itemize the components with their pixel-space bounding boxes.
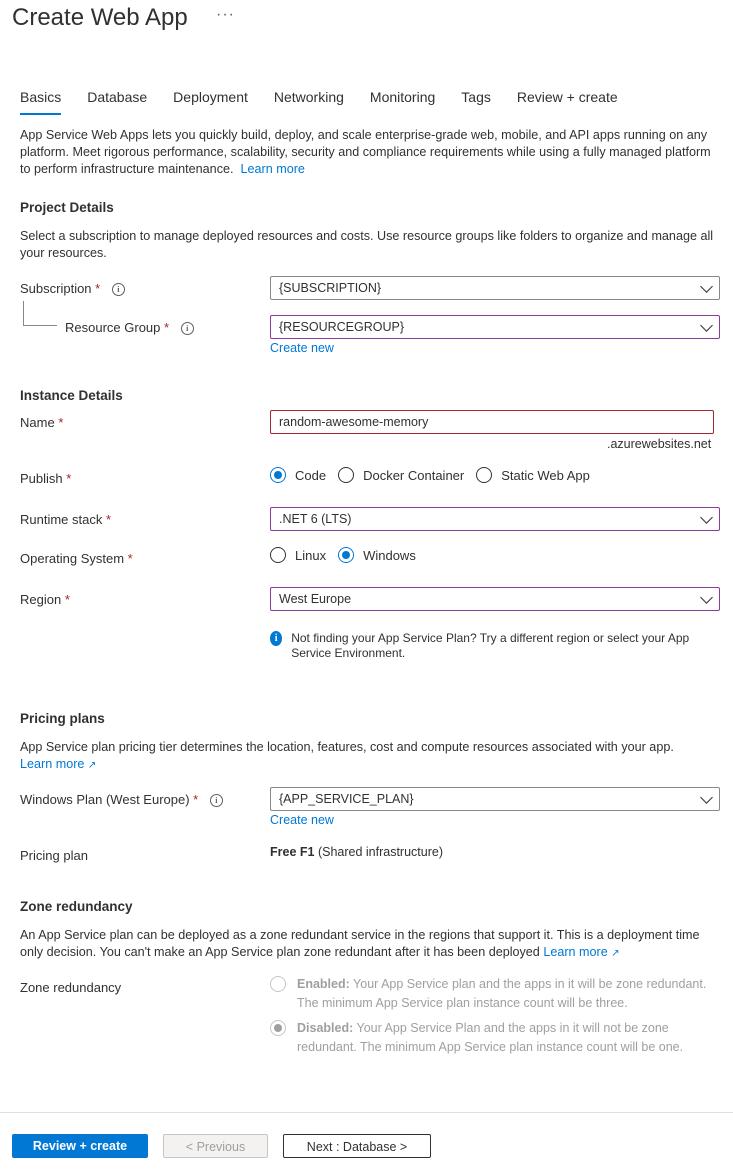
resource-group-label-text: Resource Group xyxy=(65,320,161,335)
tree-connector xyxy=(23,301,24,325)
project-details-text: Select a subscription to manage deployed resources and costs. Use resource groups like folders to organize and manage all your resources. xyxy=(20,229,714,260)
chevron-down-icon xyxy=(700,791,713,804)
pricing-plan-label: Pricing plan xyxy=(20,848,88,863)
external-link-icon: ↗ xyxy=(87,760,97,771)
runtime-stack-value: .NET 6 (LTS) xyxy=(279,512,352,526)
publish-radio-group xyxy=(270,467,602,483)
tab-tags[interactable]: Tags xyxy=(461,89,491,105)
subscription-dropdown[interactable] xyxy=(270,276,720,300)
publish-static-radio[interactable] xyxy=(476,467,492,483)
name-label-text: Name xyxy=(20,415,55,430)
region-info-text: Not finding your App Service Plan? Try a different region or select your App Service Environment. xyxy=(291,631,690,660)
pricing-description: App Service plan pricing tier determines the location, features, cost and compute resources associated with your app. xyxy=(20,740,674,754)
intro-learn-more-link[interactable]: Learn more xyxy=(240,162,305,176)
runtime-stack-label-text: Runtime stack xyxy=(20,512,103,527)
intro-description: App Service Web Apps lets you quickly build, deploy, and scale enterprise-grade web, mobile, and API apps running on any platform. Meet rigorous performance, scalability, security and compliance requirements while using a fully managed platform to perform infrastructure maintenance. xyxy=(20,128,711,176)
zone-disabled-title: Disabled: xyxy=(297,1021,354,1035)
previous-button[interactable]: < Previous xyxy=(163,1134,268,1158)
zone-enabled-option xyxy=(270,975,715,1013)
intro-text xyxy=(20,127,715,178)
os-radio-group xyxy=(270,547,428,563)
required-marker: * xyxy=(164,320,170,335)
os-linux-label: Linux xyxy=(295,547,327,563)
publish-static-label: Static Web App xyxy=(501,467,590,483)
next-database-button[interactable]: Next : Database > xyxy=(283,1134,431,1158)
external-link-icon: ↗ xyxy=(611,948,620,959)
pricing-text xyxy=(20,739,715,774)
os-windows-label: Windows xyxy=(363,547,416,563)
instance-details-heading: Instance Details xyxy=(20,388,123,403)
required-marker: * xyxy=(58,415,64,430)
resource-group-value: {RESOURCEGROUP} xyxy=(279,320,405,334)
resource-group-dropdown[interactable] xyxy=(270,315,720,339)
required-marker: * xyxy=(106,512,112,527)
name-suffix: .azurewebsites.net xyxy=(607,437,712,451)
chevron-down-icon xyxy=(700,280,713,293)
app-service-plan-dropdown[interactable] xyxy=(270,787,720,811)
tab-deployment[interactable]: Deployment xyxy=(173,89,248,105)
pricing-learn-more-text: Learn more xyxy=(20,757,85,771)
review-create-button[interactable]: Review + create xyxy=(12,1134,148,1158)
runtime-stack-dropdown[interactable] xyxy=(270,507,720,531)
plan-label-text: Windows Plan (West Europe) xyxy=(20,792,190,807)
region-value: West Europe xyxy=(279,592,352,606)
publish-label-text: Publish xyxy=(20,471,63,486)
zone-enabled-description: Your App Service plan and the apps in it will be zone redundant. The minimum App Service plan instance count will be three. xyxy=(297,977,707,1010)
required-marker: * xyxy=(127,551,133,566)
name-label xyxy=(20,415,63,430)
plan-label xyxy=(20,792,223,807)
project-details-heading: Project Details xyxy=(20,200,114,215)
publish-docker-radio[interactable] xyxy=(338,467,354,483)
region-label-text: Region xyxy=(20,592,62,607)
tab-networking[interactable]: Networking xyxy=(273,89,344,105)
chevron-down-icon xyxy=(700,319,713,332)
zone-enabled-radio[interactable] xyxy=(270,976,286,992)
required-marker: * xyxy=(66,471,72,486)
os-linux-radio[interactable] xyxy=(270,547,286,563)
region-label xyxy=(20,592,70,607)
tab-bar xyxy=(20,89,644,115)
zone-disabled-radio[interactable] xyxy=(270,1020,286,1036)
pricing-tier-name: Free F1 xyxy=(270,845,315,859)
chevron-down-icon xyxy=(700,591,713,604)
app-service-plan-value: {APP_SERVICE_PLAN} xyxy=(279,792,414,806)
pricing-plan-value xyxy=(270,845,443,859)
page-title: Create Web App xyxy=(12,4,188,31)
os-label-text: Operating System xyxy=(20,551,125,566)
chevron-down-icon xyxy=(700,511,713,524)
info-icon[interactable]: i xyxy=(210,794,223,807)
name-input[interactable]: random-awesome-memory xyxy=(270,410,714,434)
zone-enabled-title: Enabled: xyxy=(297,977,350,991)
tab-monitoring[interactable]: Monitoring xyxy=(369,89,436,105)
zone-redundancy-label: Zone redundancy xyxy=(20,980,122,995)
subscription-label xyxy=(20,281,125,296)
info-icon[interactable]: i xyxy=(181,322,194,335)
required-marker: * xyxy=(95,281,101,296)
publish-label xyxy=(20,471,71,486)
more-options-icon[interactable]: ··· xyxy=(216,6,235,23)
region-dropdown[interactable] xyxy=(270,587,720,611)
zone-text xyxy=(20,927,715,962)
os-label xyxy=(20,551,133,566)
footer-divider xyxy=(0,1112,733,1113)
publish-code-radio[interactable] xyxy=(270,467,286,483)
subscription-value: {SUBSCRIPTION} xyxy=(279,281,382,295)
required-marker: * xyxy=(64,592,70,607)
tab-review-create[interactable]: Review + create xyxy=(516,89,618,105)
create-new-resource-group-link[interactable]: Create new xyxy=(270,341,334,355)
pricing-plans-heading: Pricing plans xyxy=(20,711,105,726)
zone-description: An App Service plan can be deployed as a zone redundant service in the regions that support it. This is a deployment time only decision. You can't make an App Service plan zone redundant after it has been deployed xyxy=(20,928,700,959)
subscription-label-text: Subscription xyxy=(20,281,92,296)
zone-learn-more-link[interactable] xyxy=(543,945,619,959)
zone-disabled-option xyxy=(270,1019,715,1057)
info-icon[interactable]: i xyxy=(112,283,125,296)
required-marker: * xyxy=(193,792,199,807)
publish-code-label: Code xyxy=(295,467,327,483)
zone-disabled-description: Your App Service Plan and the apps in it will not be zone redundant. The minimum App Service plan instance count will be one. xyxy=(297,1021,684,1054)
os-windows-radio[interactable] xyxy=(338,547,354,563)
zone-learn-more-text: Learn more xyxy=(543,945,608,959)
publish-docker-label: Docker Container xyxy=(363,467,465,483)
pricing-tier-detail: (Shared infrastructure) xyxy=(317,845,444,859)
tree-connector xyxy=(23,325,57,326)
region-info-message xyxy=(270,631,710,661)
zone-enabled-text xyxy=(297,975,715,1013)
resource-group-label xyxy=(65,320,194,335)
zone-redundancy-heading: Zone redundancy xyxy=(20,899,133,914)
create-new-plan-link[interactable]: Create new xyxy=(270,813,334,827)
runtime-stack-label xyxy=(20,512,111,527)
tab-database[interactable]: Database xyxy=(87,89,148,105)
zone-disabled-text xyxy=(297,1019,715,1057)
pricing-learn-more-link[interactable] xyxy=(20,757,96,771)
info-icon: i xyxy=(270,631,282,646)
tab-basics[interactable]: Basics xyxy=(20,89,61,115)
